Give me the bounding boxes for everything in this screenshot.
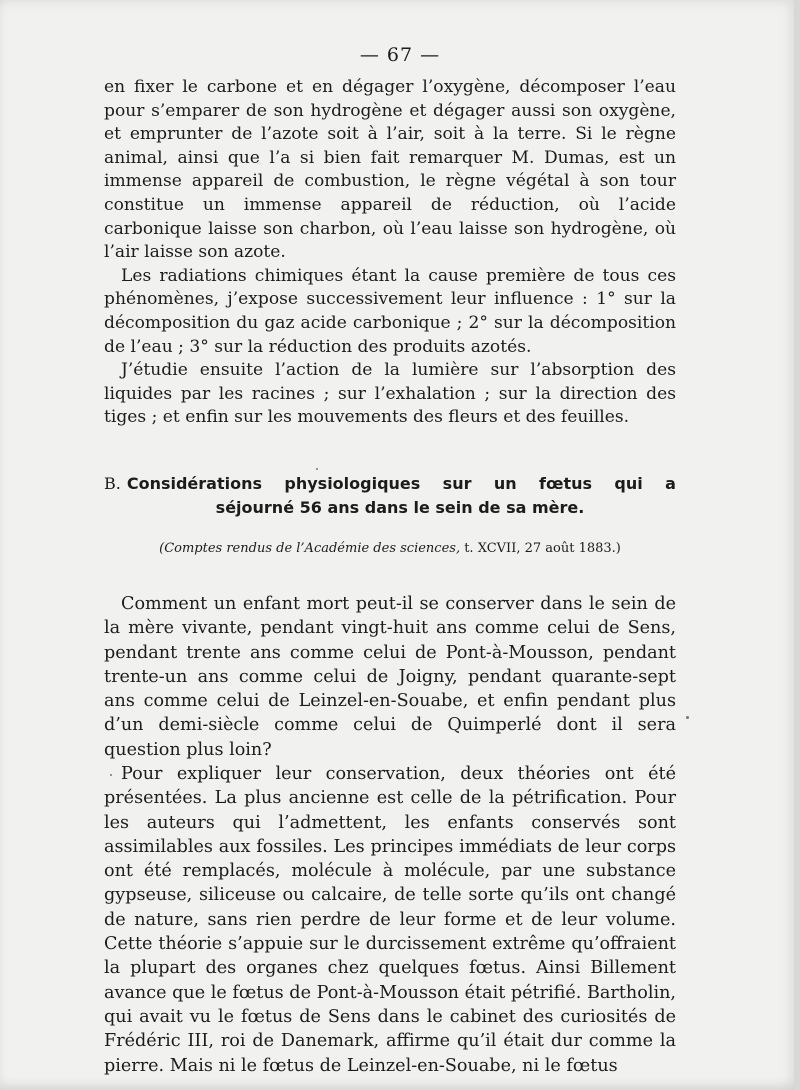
intro-paragraph-2: Les radiations chimiques étant la cause première de tous ces phénomènes, j’expose successivement leur influence : 1° sur la décomposition du gaz acide carbonique ; 2° sur la décomposition de l’eau ; 3° sur la réduction des produits azotés.	[104, 265, 676, 357]
intro-paragraph-3: J’étudie ensuite l’action de la lumière sur l’absorption des liquides par les racines ; sur l’exhalation ; sur la direction des tiges ; et enfin sur les mouvements des fleurs et des feuilles.	[104, 360, 676, 428]
article-body	[104, 592, 676, 1078]
section-title-word: physiologiques	[284, 473, 421, 493]
body-paragraph-1: Comment un enfant mort peut-il se conserver dans le sein de la mère vivante, pendant vingt-huit ans comme celui de Sens, pendant trente ans comme celui de Pont-à-Mousson, pendant trente-un ans comme celui de Joigny, pendant quarante-sept ans comme celui de Leinzel-en-Souabe, et enfin pendant plus d’un demi-siècle comme celui de Quimperlé dont il sera question plus loin?	[104, 593, 676, 760]
page-number: — 67 —	[359, 44, 441, 66]
paper-speck	[110, 774, 112, 776]
section-title-word: sur	[442, 473, 472, 493]
section-title-word: a	[665, 473, 676, 493]
section-heading	[104, 472, 676, 520]
body-paragraph-2: Pour expliquer leur conservation, deux théories ont été présentées. La plus ancienne est celle de la pétrification. Pour les auteurs qui l’admettent, les enfants conservés sont assimilables aux fossiles. Les principes immédiats de leur corps ont été remplacés, molécule à molécule, par une substance gypseuse, siliceuse ou calcaire, de telle sorte qu’ils ont changé de nature, sans rien perdre de leur forme et de leur volume. Cette théorie s’appuie sur le durcissement extrême qu’offraient la plupart des organes chez quelques fœtus. Ainsi Billement avance que le fœtus de Pont-à-Mousson était pétrifié. Bartholin, qui avait vu le fœtus de Sens dans le cabinet des curiosités de Frédéric III, roi de Danemark, affirme qu’il était dur comme la pierre. Mais ni le fœtus de Leinzel-en-Souabe, ni le fœtus	[104, 763, 676, 1076]
section-letter: B.	[104, 473, 121, 493]
paper-speck	[316, 468, 318, 470]
page-edge-shadow	[794, 0, 800, 1090]
citation	[104, 540, 676, 558]
intro-paragraph-1: en fixer le carbone et en dégager l’oxygène, décomposer l’eau pour s’emparer de son hydrogène et dégager aussi son oxygène, et emprunter de l’azote soit à l’air, soit à la terre. Si le règne animal, ainsi que l’a si bien fait remarquer M. Dumas, est un immense appareil de combustion, le règne végétal à son tour constitue un immense appareil de réduction, où l’acide carbonique laisse son charbon, où l’eau laisse son hydrogène, où l’air laisse son azote.	[104, 77, 676, 263]
page-content	[104, 76, 676, 1078]
section-heading-line-1	[104, 472, 676, 496]
section-title-word: qui	[614, 473, 643, 493]
section-title-word: un	[493, 473, 517, 493]
section-title-word: Considérations	[126, 473, 263, 493]
citation-reference: t. XCVII, 27 août 1883.)	[460, 540, 621, 556]
citation-source: (Comptes rendus de l’Académie des sciences,	[159, 540, 461, 556]
section-title-word: fœtus	[539, 473, 593, 493]
section-heading-lead	[104, 472, 262, 496]
paper-speck	[686, 716, 689, 719]
section-heading-line-2: séjourné 56 ans dans le sein de sa mère.	[215, 497, 585, 517]
